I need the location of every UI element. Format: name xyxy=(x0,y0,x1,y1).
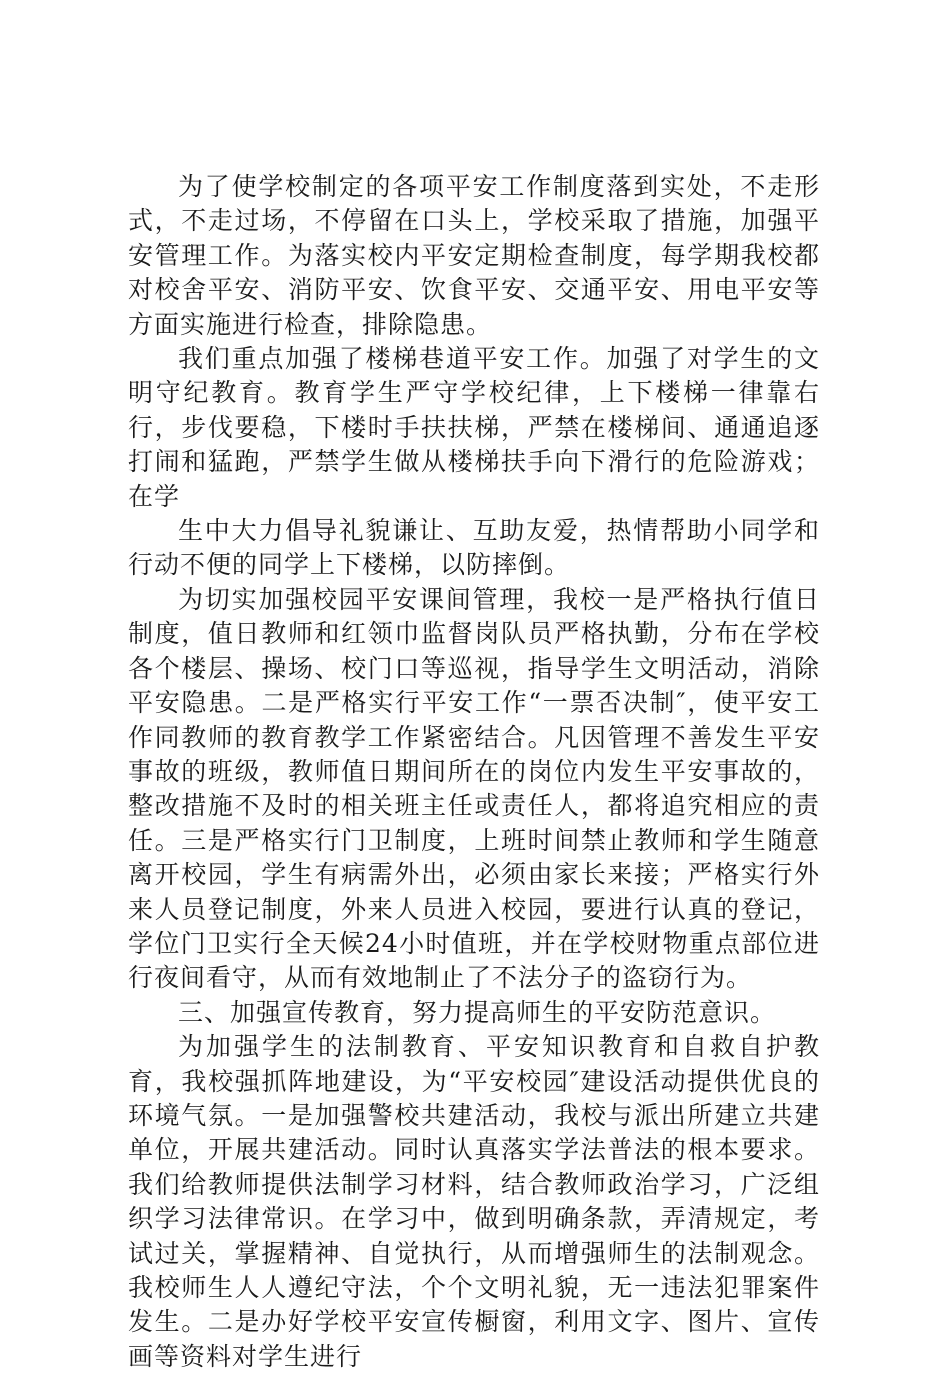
paragraph-break-management: 为切实加强校园平安课间管理，我校一是严格执行值日制度，值日教师和红领巾监督岗队员严格执勤，分布在学校各个楼层、操场、校门口等巡视，指导学生文明活动，消除平安隐患。二是严格实行平安工作“一票否决制″，使平安工作同教师的教育教学工作紧密结合。凡因管理不善发生平安事故的班级，教师值日期间所在的岗位内发生平安事故的，整改措施不及时的相关班主任或责任人，都将追究相应的责任。三是严格实行门卫制度，上班时间禁止教师和学生随意离开校园，学生有病需外出，必须由家长来接；严格实行外来人员登记制度，外来人员进入校园，要进行认真的登记，学位门卫实行全天候24小时值班，并在学校财物重点部位进行夜间看守，从而有效地制止了不法分子的盗窃行为。 xyxy=(128,584,820,993)
section-heading-publicity: 三、加强宣传教育，努力提高师生的平安防范意识。 xyxy=(178,997,777,1027)
document-body xyxy=(128,170,820,1374)
paragraph-legal-education: 为加强学生的法制教育、平安知识教育和自救自护教育，我校强抓阵地建设，为“平安校园″建设活动提供优良的环境气氛。一是加强警校共建活动，我校与派出所建立共建单位，开展共建活动。同时认真落实学法普法的根本要求。我们给教师提供法制学习材料，结合教师政治学习，广泛组织学习法律常识。在学习中，做到明确条款，弄清规定，考试过关，掌握精神、自觉执行，从而增强师生的法制观念。我校师生人人遵纪守法，个个文明礼貌，无一违法犯罪案件发生。二是办好学校平安宣传橱窗，利用文字、图片、宣传画等资料对学生进行 xyxy=(128,1032,820,1371)
paragraph-stairway-safety: 我们重点加强了楼梯巷道平安工作。加强了对学生的文明守纪教育。教育学生严守学校纪律，上下楼梯一律靠右行，步伐要稳，下楼时手扶扶梯，严禁在楼梯间、通通追逐打闹和猛跑，严禁学生做从楼梯扶手向下滑行的危险游戏；在学 xyxy=(128,344,820,511)
paragraph-safety-system: 为了使学校制定的各项平安工作制度落到实处，不走形式，不走过场，不停留在口头上，学校采取了措施，加强平安管理工作。为落实校内平安定期检查制度，每学期我校都对校舍平安、消防平安、饮食平安、交通平安、用电平安等方面实施进行检查，排除隐患。 xyxy=(128,172,820,339)
paragraph-mutual-help: 生中大力倡导礼貌谦让、互助友爱，热情帮助小同学和行动不便的同学上下楼梯，以防摔倒。 xyxy=(128,516,820,580)
